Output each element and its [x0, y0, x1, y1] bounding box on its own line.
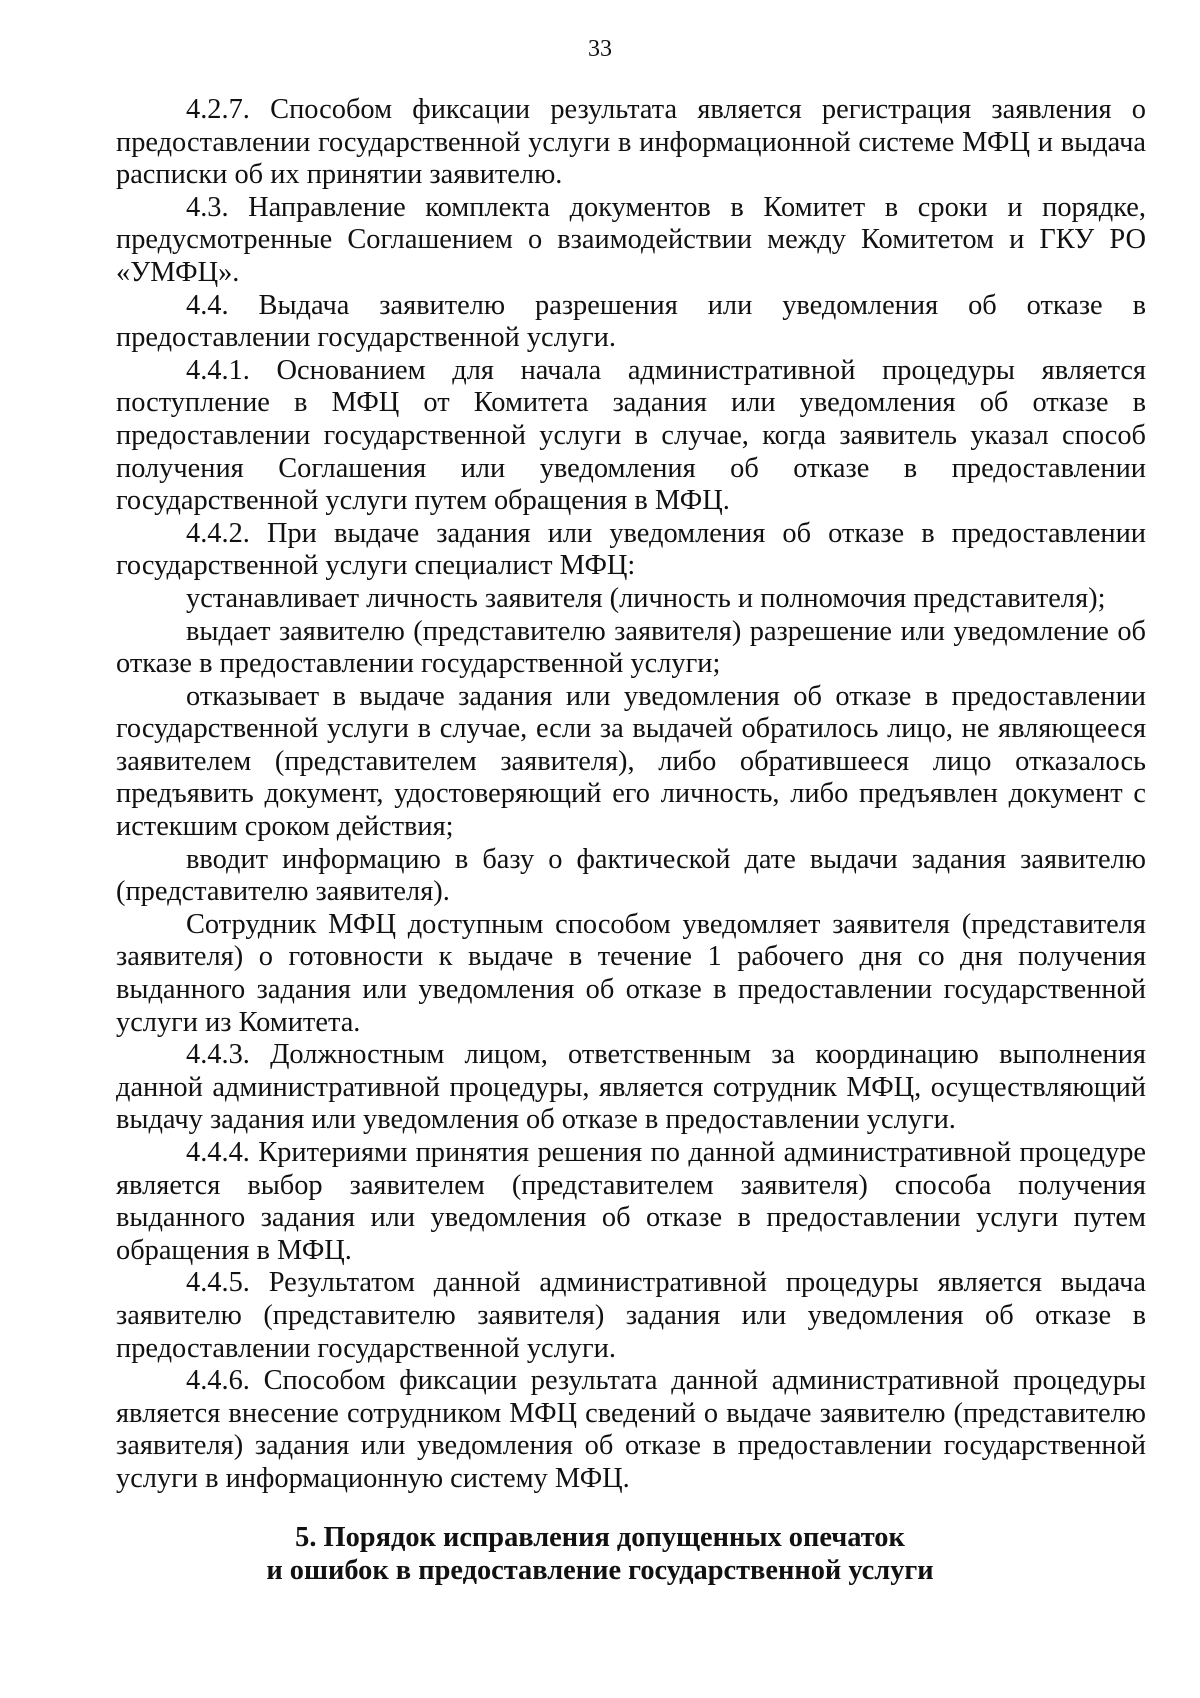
paragraph-4-4-4: 4.4.4. Критериями принятия решения по данной административной процедуре является выбор заявителем (представителем заявителя) способа получения выданного задания или уведомления об отказе в предоставлении услуги путем обращения в МФЦ.	[116, 1137, 1146, 1266]
section-heading	[0, 1522, 1200, 1587]
paragraph-4-4-1: 4.4.1. Основанием для начала административной процедуры является поступление в МФЦ от Комитета задания или уведомления об отказе в предоставлении государственной услуги в случае, когда заявитель указал способ получения Соглашения или уведомления об отказе в предоставлении государственной услуги путем обращения в МФЦ.	[116, 354, 1146, 517]
paragraph-4-4-3: 4.4.3. Должностным лицом, ответственным за координацию выполнения данной административной процедуры, является сотрудник МФЦ, осуществляющий выдачу задания или уведомления об отказе в предоставлении услуги.	[116, 1039, 1146, 1136]
paragraph-issue-permit: выдает заявителю (представителю заявителя) разрешение или уведомление об отказе в предоставлении государственной услуги;	[116, 615, 1146, 680]
paragraph-4-3: 4.3. Направление комплекта документов в Комитет в сроки и порядке, предусмотренные Соглашением о взаимодействии между Комитетом и ГКУ РО «УМФЦ».	[116, 191, 1146, 288]
document-body	[116, 94, 1146, 1496]
paragraph-4-4-2: 4.4.2. При выдаче задания или уведомления об отказе в предоставлении государственной услуги специалист МФЦ:	[116, 517, 1146, 582]
paragraph-notification: Сотрудник МФЦ доступным способом уведомляет заявителя (представителя заявителя) о готовности к выдаче в течение 1 рабочего дня со дня получения выданного задания или уведомления об отказе в предоставлении государственной услуги из Комитета.	[116, 908, 1146, 1038]
paragraph-4-4-6: 4.4.6. Способом фиксации результата данной административной процедуры является внесение сотрудником МФЦ сведений о выдаче заявителю (представителю заявителя) задания или уведомления об отказе в предоставлении государственной услуги в информационную систему МФЦ.	[116, 1365, 1146, 1494]
page-number: 33	[588, 36, 612, 62]
section-heading-line-2: и ошибок в предоставление государственной услуги	[266, 1554, 934, 1586]
paragraph-4-2-7: 4.2.7. Способом фиксации результата является регистрация заявления о предоставлении государственной услуги в информационной системе МФЦ и выдача расписки об их принятии заявителю.	[116, 94, 1146, 191]
paragraph-enter-date: вводит информацию в базу о фактической дате выдачи задания заявителю (представителю заявителя).	[116, 843, 1146, 908]
section-heading-line-1: 5. Порядок исправления допущенных опечаток	[295, 1522, 905, 1553]
paragraph-4-4: 4.4. Выдача заявителю разрешения или уведомления об отказе в предоставлении государственной услуги.	[116, 289, 1146, 354]
paragraph-4-4-5: 4.4.5. Результатом данной административной процедуры является выдача заявителю (представителю заявителя) задания или уведомления об отказе в предоставлении государственной услуги.	[116, 1267, 1146, 1364]
paragraph-identity-check: устанавливает личность заявителя (личность и полномочия представителя);	[186, 582, 1106, 614]
paragraph-refusal: отказывает в выдаче задания или уведомления об отказе в предоставлении государственной услуги в случае, если за выдачей обратилось лицо, не являющееся заявителем (представителем заявителя), либо обратившееся лицо отказалось предъявить документ, удостоверяющий его личность, либо предъявлен документ с истекшим сроком действия;	[116, 680, 1146, 843]
